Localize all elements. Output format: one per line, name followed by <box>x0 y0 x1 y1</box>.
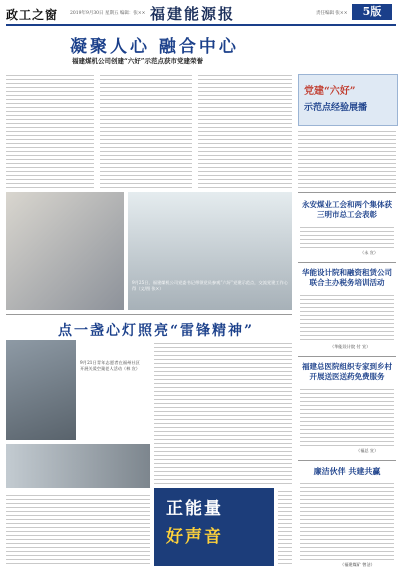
side-item-tag-4: （福建煤矿 曾洁） <box>340 562 375 567</box>
lower-body-text-3 <box>278 488 292 566</box>
top-body-text-2 <box>100 72 192 188</box>
promo-line2: 好声音 <box>166 527 223 547</box>
lower-photo-right <box>6 444 150 488</box>
header-rule <box>6 24 396 26</box>
side-item-title-3: 福建总医院组织专家到乡村开展送医送药免费服务 <box>302 362 392 381</box>
top-photo-left <box>6 192 124 310</box>
side-item-tag-2: （华能设计院 付 宣） <box>330 344 371 349</box>
page-number-badge: 5版 <box>352 4 392 20</box>
promo-line1: 正能量 <box>166 499 223 519</box>
top-body-text-4 <box>298 128 396 188</box>
experience-box-subtitle: 示范点经验展播 <box>304 103 368 113</box>
side-item-tag-1: （永 宣） <box>360 250 379 255</box>
top-body-text-1 <box>6 72 94 188</box>
side-item-body-1 <box>300 224 394 250</box>
side-divider-2 <box>298 356 396 357</box>
top-photo-caption: 9月25日，福建煤机公司党委书记带领党员参观“六好”党建示范点，交流党建工作心得（文/图 张×） <box>132 280 288 292</box>
side-divider-3 <box>298 460 396 461</box>
lower-body-text-2 <box>154 340 292 484</box>
masthead: 福建能源报 <box>150 5 236 23</box>
side-item-title-4: 廉洁伙伴 共建共赢 <box>313 466 381 476</box>
lower-body-text-1 <box>6 492 150 566</box>
top-headline: 凝聚人心 融合中心 <box>70 37 239 57</box>
side-item-tag-3: （福总 宣） <box>356 448 379 453</box>
side-item-body-4 <box>300 480 394 562</box>
side-item-body-3 <box>300 386 394 446</box>
experience-box-title: 党建“六好” <box>304 86 356 97</box>
issue-meta: 2019年9月30日 星期五 编辑：张×× <box>70 11 146 16</box>
lower-photo-caption: 9月21日青年志愿者在福州社区开展关爱空巢老人活动（林 宣） <box>80 360 140 372</box>
side-item-title-2: 华能设计院和融资租赁公司联合主办税务培训活动 <box>302 268 392 287</box>
editor-meta: 责任编辑 张×× <box>316 11 348 16</box>
section-title: 政工之窗 <box>6 8 59 22</box>
top-subhead: 福建煤机公司创建“六好”示范点获市党建荣誉 <box>72 57 203 65</box>
lower-divider <box>6 314 292 315</box>
side-item-title-1: 永安煤业工会和两个集体获三明市总工会表彰 <box>302 200 392 219</box>
side-divider-0 <box>298 192 396 193</box>
side-item-body-2 <box>300 292 394 342</box>
top-body-text-3 <box>198 72 292 188</box>
side-divider-1 <box>298 262 396 263</box>
lower-photo-left <box>6 340 76 440</box>
lower-headline: 点一盏心灯照亮“雷锋精神” <box>58 323 255 339</box>
